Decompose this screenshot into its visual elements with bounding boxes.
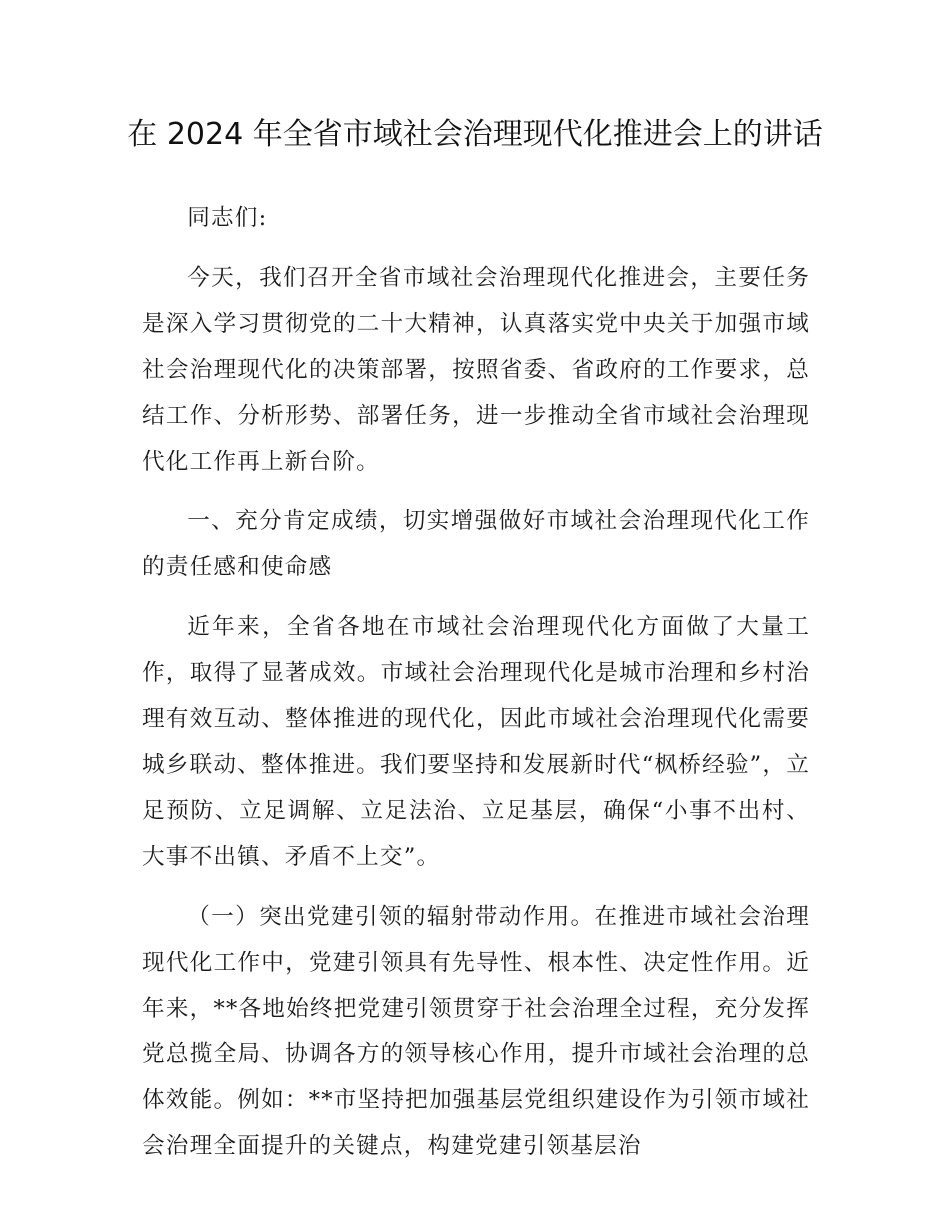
document-title: 在 2024 年全省市域社会治理现代化推进会上的讲话 [127, 117, 823, 152]
subsection-1-paragraph: （一）突出党建引领的辐射带动作用。在推进市域社会治理现代化工作中，党建引领具有先导性、根本性、决定性作用。近年来，**各地始终把党建引领贯穿于社会治理全过程，充分发挥党总揽全局、协调各方的领导核心作用，提升市域社会治理的总体效能。例如：**市坚持把加强基层党组织建设作为引领市域社会治理全面提升的关键点，构建党建引领基层治 [142, 903, 810, 1160]
intro-paragraph: 今天，我们召开全省市域社会治理现代化推进会，主要任务是深入学习贯彻党的二十大精神，认真落实党中央关于加强市域社会治理现代化的决策部署，按照省委、省政府的工作要求，总结工作、分析形势、部署任务，进一步推动全省市域社会治理现代化工作再上新台阶。 [142, 264, 810, 475]
document-body [142, 196, 810, 1170]
salutation: 同志们: [187, 205, 268, 231]
section-heading-1: 一、充分肯定成绩，切实增强做好市域社会治理现代化工作的责任感和使命感 [142, 508, 810, 581]
achievements-paragraph: 近年来，全省各地在市域社会治理现代化方面做了大量工作，取得了显著成效。市域社会治理现代化是城市治理和乡村治理有效互动、整体推进的现代化，因此市域社会治理现代化需要城乡联动、整体推进。我们要坚持和发展新时代“枫桥经验”，立足预防、立足调解、立足法治、立足基层，确保“小事不出村、大事不出镇、矛盾不上交”。 [142, 614, 810, 870]
